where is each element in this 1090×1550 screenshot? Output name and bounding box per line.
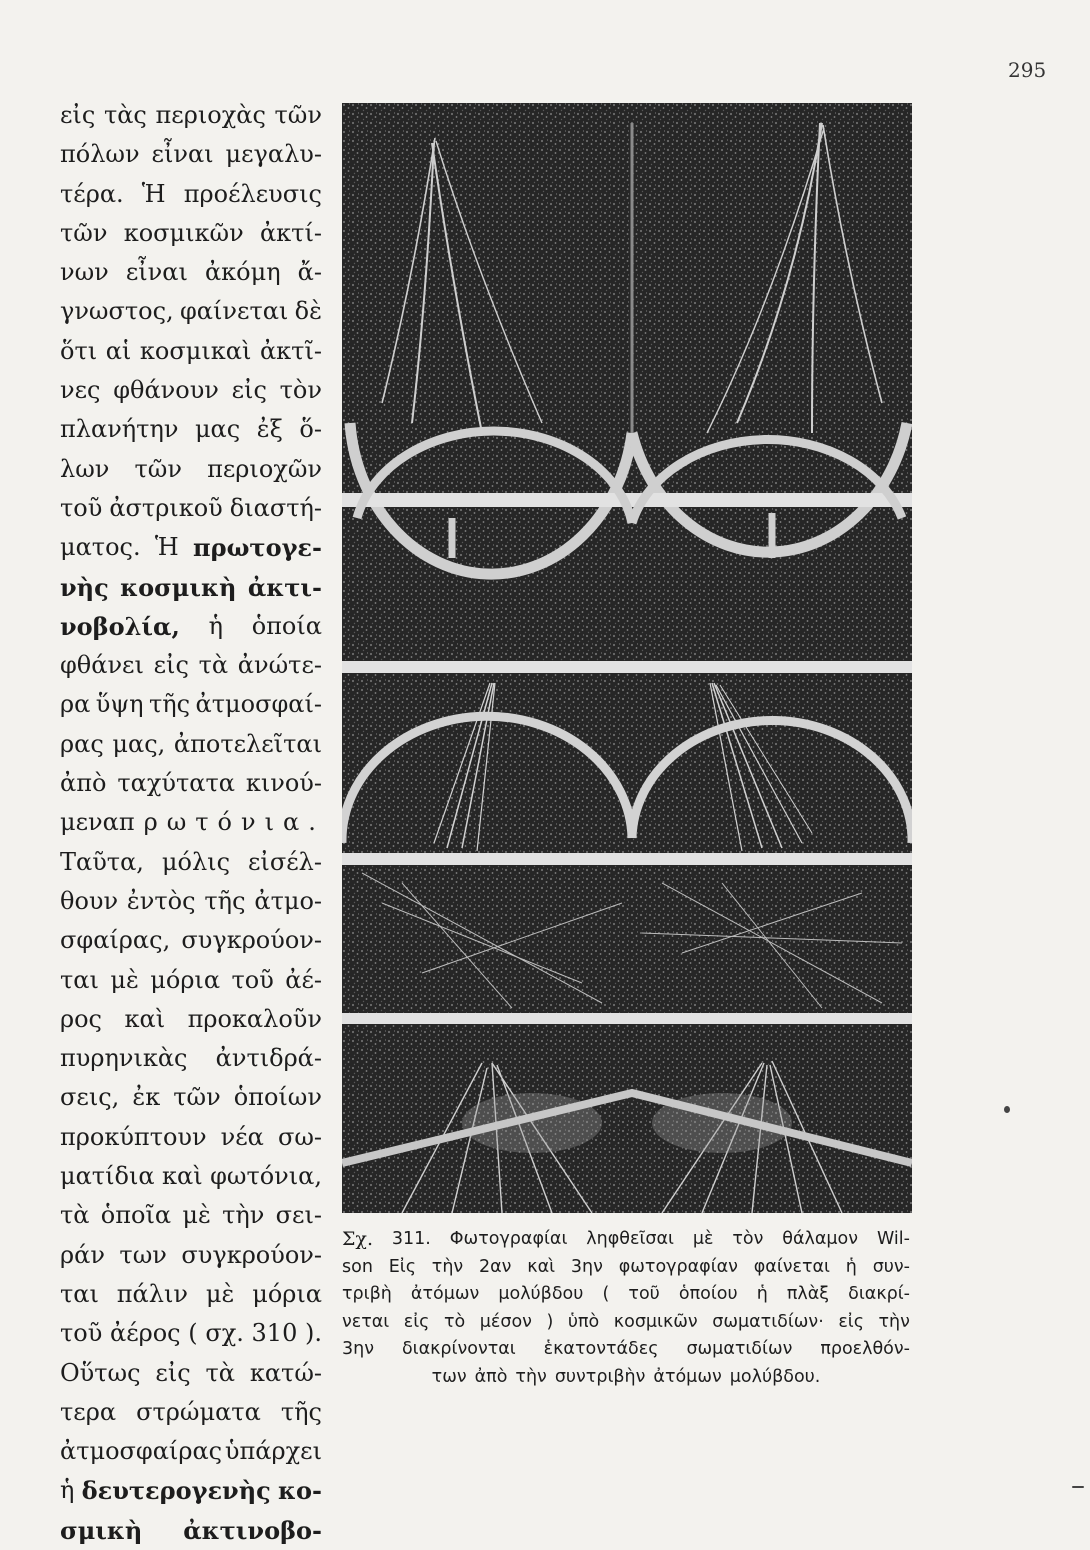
caption-line: τριβὴ ἀτόμων μολύβδου ( τοῦ ὁποίου ἡ πλὰξ διακρί- xyxy=(342,1284,910,1304)
body-text-line: λων τῶν περιοχῶν xyxy=(60,454,322,483)
body-text-line: σμικὴ ἀκτινοβο- xyxy=(60,1515,322,1545)
caption-line: son Εἰς τὴν 2αν καὶ 3ην φωτογραφίαν φαίνεται ἡ συν- xyxy=(342,1256,910,1277)
page-number: 295 xyxy=(1008,58,1047,82)
body-text-line: πυρηνικὰς ἀντιδρά- xyxy=(60,1044,322,1073)
body-text-line: φθάνει εἰς τὰ ἀνώτε- xyxy=(60,651,322,680)
body-text-line: γνωστος, φαίνεται δὲ xyxy=(60,297,322,326)
body-text-line: προκύπτουν νέα σω- xyxy=(60,1122,322,1151)
body-text-line: ται μὲ μόρια τοῦ ἀέ- xyxy=(60,965,322,994)
body-text-line: τοῦ ἀστρικοῦ διαστή- xyxy=(60,493,322,522)
body-text-line: ρος καὶ προκαλοῦν xyxy=(60,1004,322,1033)
figure-caption xyxy=(342,1226,910,1391)
body-text-line: ἀτμοσφαίρας ὑπάρχει xyxy=(60,1437,322,1466)
body-text-line: μενα πρωτόνια. xyxy=(60,808,325,837)
body-text-line: Ταῦτα, μόλις εἰσέλ- xyxy=(60,847,322,876)
body-text-line: τῶν κοσμικῶν ἀκτί- xyxy=(60,218,322,247)
body-text-line: τοῦ ἀέρος ( σχ. 310 ). xyxy=(60,1319,322,1348)
body-text-line: ὅτι αἱ κοσμικαὶ ἀκτῖ- xyxy=(60,336,322,365)
body-text-line: ἀπὸ ταχύτατα κινού- xyxy=(60,769,322,798)
body-text-line: τερα στρώματα τῆς xyxy=(60,1397,322,1426)
body-text-line: πλανήτην μας ἐξ ὅ- xyxy=(60,415,322,444)
body-text-line: νοβολία, ἡ ὁποία xyxy=(60,611,322,641)
caption-line: 3ην διακρίνονται ἑκατοντάδες σωματιδίων προελθόν- xyxy=(342,1339,910,1359)
body-text-line: νες φθάνουν εἰς τὸν xyxy=(60,376,322,405)
body-text-line: τέρα. Ἡ προέλευσις xyxy=(60,179,322,208)
caption-line: των ἀπὸ τὴν συντριβὴν ἀτόμων μολύβδου. xyxy=(431,1366,821,1387)
body-text-line: Οὕτως εἰς τὰ κατώ- xyxy=(60,1358,322,1387)
body-text-line: σεις, ἐκ τῶν ὁποίων xyxy=(60,1083,322,1112)
body-text-line: τὰ ὁποῖα μὲ τὴν σει- xyxy=(60,1201,322,1230)
photo-divider-2 xyxy=(342,661,912,673)
body-text-line: ράν των συγκρούον- xyxy=(60,1240,322,1269)
body-text-line: εἰς τὰς περιοχὰς τῶν xyxy=(60,101,322,129)
body-text-line: ματος. Ἡ πρωτογε- xyxy=(60,533,322,563)
body-text-line: ρα ὕψη τῆς ἀτμοσφαί- xyxy=(60,690,322,719)
body-text-line: ρας μας, ἀποτελεῖται xyxy=(60,729,322,758)
body-text-line: θουν ἐντὸς τῆς ἀτμο- xyxy=(60,886,322,915)
wilson-chamber-photograph xyxy=(342,103,912,1213)
body-text-line: ματίδια καὶ φωτόνια, xyxy=(60,1162,322,1191)
caption-line: νεται εἰς τὸ μέσον ) ὑπὸ κοσμικῶν σωματιδίων· εἰς τὴν xyxy=(342,1311,910,1332)
body-text-line: σφαίρας, συγκρούον- xyxy=(60,926,322,955)
photo-divider-3 xyxy=(342,853,912,865)
body-text-line: πόλων εἶναι μεγαλυ- xyxy=(60,140,322,169)
caption-line: Σχ. 311. Φωτογραφίαι ληφθεῖσαι μὲ τὸν θάλαμον Wil- xyxy=(342,1228,910,1250)
body-text-line: νων εἶναι ἀκόμη ἄ- xyxy=(60,258,322,287)
body-text-line: ται πάλιν μὲ μόρια xyxy=(60,1279,322,1308)
body-text-line: νὴς κοσμικὴ ἀκτι- xyxy=(60,572,322,602)
photo-divider-4 xyxy=(342,1013,912,1024)
body-text-line: ἡ δευτερογενὴς κο- xyxy=(60,1476,322,1506)
body-text-column xyxy=(60,96,325,1550)
